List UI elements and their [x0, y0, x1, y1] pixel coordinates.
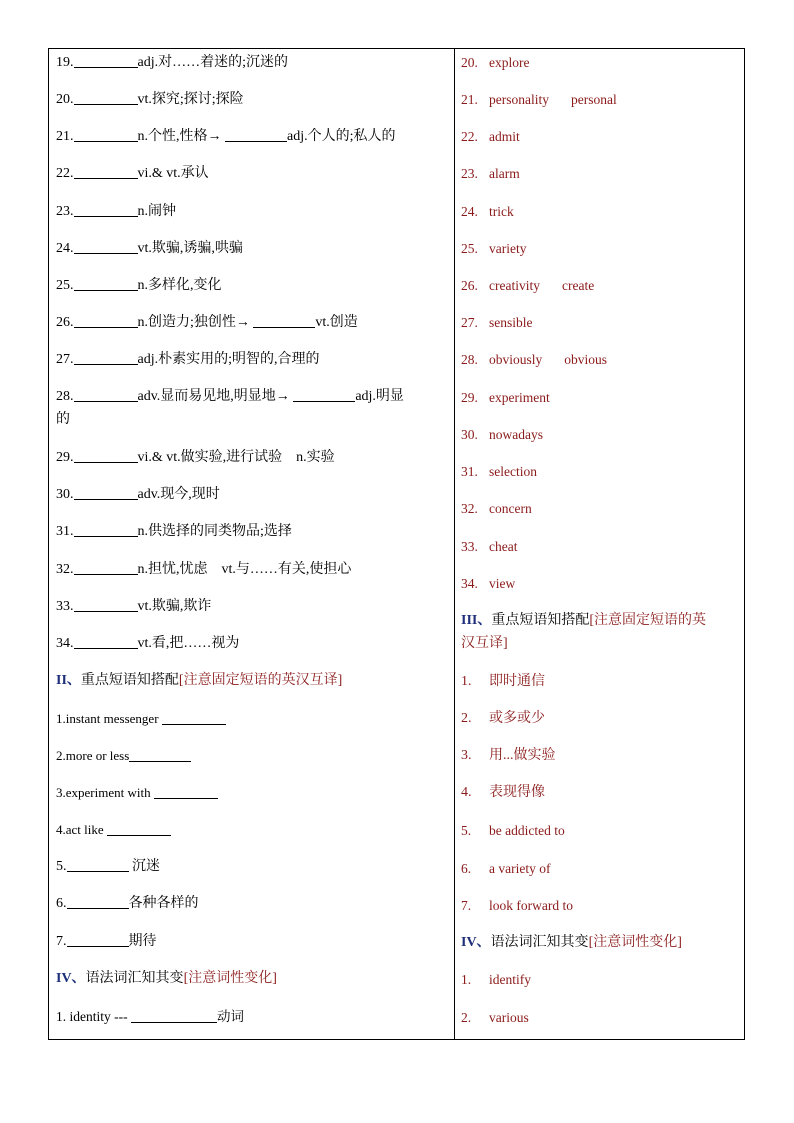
vocab-item: 19. adj.对……着迷的;沉迷的 [56, 55, 288, 70]
phrase-item: 7. 期待 [56, 934, 157, 949]
answer-item: 33. cheat [461, 539, 518, 554]
answer-blank[interactable] [293, 387, 355, 402]
vocab-item: 24. vt.欺骗,诱骗,哄骗 [56, 241, 243, 256]
phrase-item: 6. 各种各样的 [56, 896, 199, 911]
answer-blank[interactable] [74, 164, 138, 179]
phrase-item: 4.act like [56, 818, 171, 841]
answer-item: 21. personality personal [461, 92, 617, 107]
answer-item: 31. selection [461, 464, 537, 479]
phrase-answer: 5. be addicted to [461, 823, 565, 838]
answer-blank[interactable] [74, 634, 138, 649]
column-divider [454, 49, 455, 1039]
section-heading-3-wrap: 汉互译] [461, 636, 508, 651]
section-heading-4: IV、语法词汇知其变[注意词性变化] [56, 971, 277, 986]
answer-blank[interactable] [74, 387, 138, 402]
phrase-answer: 3. 用...做实验 [461, 748, 556, 763]
worksheet-table [48, 48, 745, 1040]
answer-blank[interactable] [67, 857, 129, 872]
answer-item: 34. view [461, 576, 516, 591]
answer-blank[interactable] [74, 53, 138, 68]
answer-item: 24. trick [461, 204, 514, 219]
vocab-item-wrap: 的 [56, 412, 70, 427]
vocab-item: 33. vt.欺骗,欺诈 [56, 599, 212, 614]
answer-item: 25. variety [461, 241, 527, 256]
answer-item: 26. creativity create [461, 278, 595, 293]
answer-item: 27. sensible [461, 315, 533, 330]
answer-blank[interactable] [253, 313, 315, 328]
vocab-item: 22. vi.& vt.承认 [56, 166, 209, 181]
answer-item: 28. obviously obvious [461, 352, 608, 367]
section-heading-2: II、重点短语知搭配[注意固定短语的英汉互译] [56, 673, 343, 688]
answer-blank[interactable] [74, 522, 138, 537]
answer-blank[interactable] [154, 784, 218, 799]
grammar-answer: 1. identify [461, 972, 531, 987]
phrase-item: 2.more or less [56, 744, 191, 767]
answer-blank[interactable] [67, 894, 129, 909]
answer-blank[interactable] [67, 932, 129, 947]
answer-blank[interactable] [74, 202, 138, 217]
vocab-item: 29. vi.& vt.做实验,进行试验 n.实验 [56, 450, 335, 465]
phrase-answer: 7. look forward to [461, 898, 573, 913]
answer-item: 23. alarm [461, 166, 520, 181]
phrase-answer: 2. 或多或少 [461, 711, 545, 726]
answer-item: 29. experiment [461, 390, 550, 405]
vocab-item: 27. adj.朴素实用的;明智的,合理的 [56, 352, 320, 367]
answer-blank[interactable] [74, 560, 138, 575]
answer-blank[interactable] [74, 127, 138, 142]
vocab-item: 32. n.担忧,忧虑 vt.与……有关,使担心 [56, 562, 352, 577]
answer-blank[interactable] [74, 485, 138, 500]
section-heading-4-answers: IV、语法词汇知其变[注意词性变化] [461, 935, 682, 950]
vocab-item: 31. n.供选择的同类物品;选择 [56, 524, 292, 539]
vocab-item: 25. n.多样化,变化 [56, 278, 222, 293]
vocab-item: 28. adv.显而易见地,明显地→ adj.明显 [56, 389, 404, 404]
vocab-item: 23. n.闹钟 [56, 204, 176, 219]
answer-item: 32. concern [461, 501, 532, 516]
answer-blank[interactable] [74, 90, 138, 105]
vocab-item: 34. vt.看,把……视为 [56, 636, 240, 651]
phrase-answer: 6. a variety of [461, 861, 551, 876]
vocab-item: 30. adv.现今,现时 [56, 487, 220, 502]
grammar-answer: 2. various [461, 1010, 529, 1025]
answer-item: 30. nowadays [461, 427, 543, 442]
answer-blank[interactable] [74, 448, 138, 463]
answer-blank[interactable] [74, 276, 138, 291]
grammar-item: 1. identity --- 动词 [56, 1009, 244, 1024]
answer-blank[interactable] [74, 350, 138, 365]
phrase-item: 5. 沉迷 [56, 859, 160, 874]
answer-blank[interactable] [162, 710, 226, 725]
phrase-item: 3.experiment with [56, 781, 218, 804]
vocab-item: 26. n.创造力;独创性→ vt.创造 [56, 315, 358, 330]
phrase-item: 1.instant messenger [56, 707, 226, 730]
answer-blank[interactable] [225, 127, 287, 142]
answer-item: 22. admit [461, 129, 520, 144]
answer-blank[interactable] [131, 1008, 217, 1023]
answer-blank[interactable] [107, 821, 171, 836]
phrase-answer: 4. 表现得像 [461, 785, 545, 800]
answer-blank[interactable] [74, 597, 138, 612]
answer-blank[interactable] [129, 747, 191, 762]
vocab-item: 21. n.个性,性格→ adj.个人的;私人的 [56, 129, 396, 144]
answer-item: 20. explore [461, 55, 530, 70]
answer-blank[interactable] [74, 239, 138, 254]
section-heading-3: III、重点短语知搭配[注意固定短语的英 [461, 613, 707, 628]
answer-blank[interactable] [74, 313, 138, 328]
phrase-answer: 1. 即时通信 [461, 674, 545, 689]
vocab-item: 20. vt.探究;探讨;探险 [56, 92, 244, 107]
